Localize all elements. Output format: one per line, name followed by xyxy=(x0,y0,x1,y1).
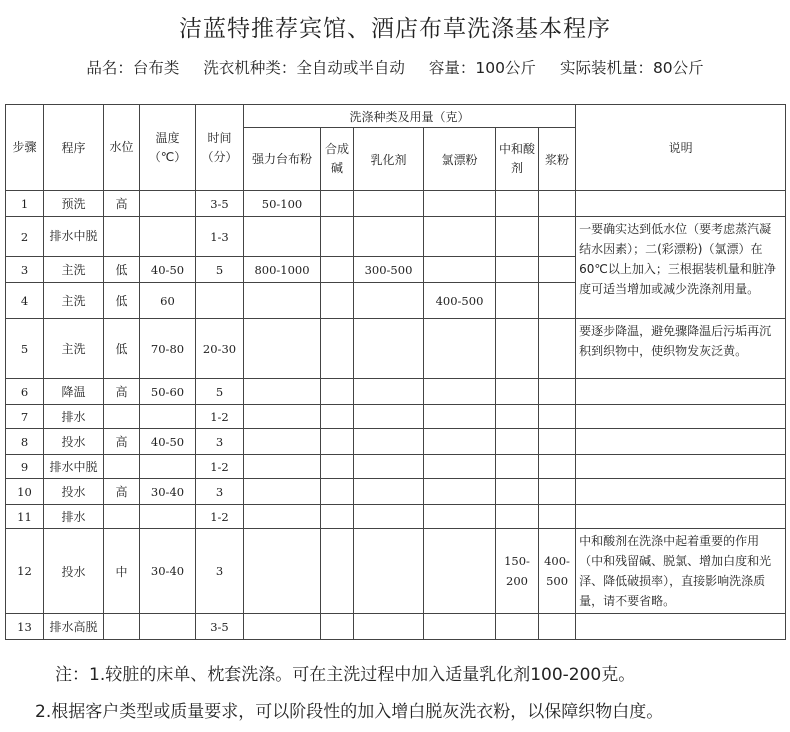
cell-time: 3 xyxy=(196,429,244,455)
cell-note-empty xyxy=(576,191,786,217)
cell-temp: 70-80 xyxy=(140,319,196,379)
table-row xyxy=(6,614,786,640)
cell-starch xyxy=(539,283,576,319)
cell-bleach xyxy=(424,429,496,455)
cell-temp: 40-50 xyxy=(140,429,196,455)
cell-emulsifier xyxy=(354,405,424,429)
cell-temp: 30-40 xyxy=(140,529,196,614)
cell-neutral xyxy=(496,191,539,217)
cell-powder xyxy=(244,429,321,455)
cell-emulsifier: 300-500 xyxy=(354,257,424,283)
cell-alkali xyxy=(321,505,354,529)
cell-temp xyxy=(140,191,196,217)
table-row xyxy=(6,191,786,217)
cell-water: 高 xyxy=(104,479,140,505)
cell-note-empty xyxy=(576,379,786,405)
footnote-1: 注：1.较脏的床单、枕套洗涤。可在主洗过程中加入适量乳化剂100-200克。 xyxy=(55,665,636,685)
cell-time: 3-5 xyxy=(196,614,244,640)
header-note: 说明 xyxy=(576,105,786,191)
cell-starch xyxy=(539,379,576,405)
cell-program: 主洗 xyxy=(44,283,104,319)
cell-bleach xyxy=(424,257,496,283)
table-row xyxy=(6,405,786,429)
cell-program: 排水中脱 xyxy=(44,217,104,257)
cell-powder: 50-100 xyxy=(244,191,321,217)
cell-temp xyxy=(140,217,196,257)
cell-step: 6 xyxy=(6,379,44,405)
cell-alkali xyxy=(321,614,354,640)
cell-bleach xyxy=(424,455,496,479)
table-row xyxy=(6,529,786,614)
cell-time: 3 xyxy=(196,479,244,505)
header-neutral-acid: 中和酸剂 xyxy=(496,128,539,191)
cell-alkali xyxy=(321,283,354,319)
cell-powder xyxy=(244,217,321,257)
cell-neutral xyxy=(496,283,539,319)
header-powder: 强力台布粉 xyxy=(244,128,321,191)
cell-step: 3 xyxy=(6,257,44,283)
cell-temp: 60 xyxy=(140,283,196,319)
cell-program: 投水 xyxy=(44,529,104,614)
cell-starch xyxy=(539,217,576,257)
cell-time: 1-2 xyxy=(196,455,244,479)
cell-starch xyxy=(539,429,576,455)
cell-program: 投水 xyxy=(44,479,104,505)
cell-neutral xyxy=(496,505,539,529)
cell-neutral xyxy=(496,455,539,479)
cell-program: 排水 xyxy=(44,505,104,529)
header-emulsifier: 乳化剂 xyxy=(354,128,424,191)
cell-alkali xyxy=(321,191,354,217)
header-program: 程序 xyxy=(44,105,104,191)
header-detergent-group: 洗涤种类及用量（克） xyxy=(244,105,576,128)
cell-time: 5 xyxy=(196,379,244,405)
page-title: 洁蓝特推荐宾馆、酒店布草洗涤基本程序 xyxy=(179,16,611,42)
cell-emulsifier xyxy=(354,379,424,405)
cell-emulsifier xyxy=(354,529,424,614)
cell-alkali xyxy=(321,455,354,479)
cell-step: 9 xyxy=(6,455,44,479)
cell-neutral xyxy=(496,614,539,640)
cell-program: 预洗 xyxy=(44,191,104,217)
cell-time: 1-2 xyxy=(196,505,244,529)
cell-program: 主洗 xyxy=(44,319,104,379)
cell-note-empty xyxy=(576,429,786,455)
cell-bleach xyxy=(424,405,496,429)
cell-water: 中 xyxy=(104,529,140,614)
item-name: 品名：台布类 xyxy=(86,59,180,77)
cell-emulsifier xyxy=(354,505,424,529)
header-time: 时间（分） xyxy=(196,105,244,191)
header-alkali: 合成碱 xyxy=(321,128,354,191)
cell-time: 5 xyxy=(196,257,244,283)
cell-starch: 400-500 xyxy=(539,529,576,614)
cell-temp xyxy=(140,405,196,429)
cell-water: 高 xyxy=(104,191,140,217)
cell-powder xyxy=(244,405,321,429)
cell-water xyxy=(104,405,140,429)
cell-powder xyxy=(244,283,321,319)
cell-powder xyxy=(244,505,321,529)
cell-program: 降温 xyxy=(44,379,104,405)
cell-emulsifier xyxy=(354,614,424,640)
cell-step: 10 xyxy=(6,479,44,505)
cell-emulsifier xyxy=(354,283,424,319)
cell-step: 12 xyxy=(6,529,44,614)
cell-time xyxy=(196,283,244,319)
cell-temp: 40-50 xyxy=(140,257,196,283)
cell-starch xyxy=(539,405,576,429)
cell-powder xyxy=(244,455,321,479)
cell-temp xyxy=(140,455,196,479)
cell-starch xyxy=(539,257,576,283)
cell-powder xyxy=(244,319,321,379)
cell-note-empty xyxy=(576,505,786,529)
cell-temp xyxy=(140,505,196,529)
header-bleach: 氯漂粉 xyxy=(424,128,496,191)
cell-alkali xyxy=(321,405,354,429)
table-row xyxy=(6,505,786,529)
cell-water xyxy=(104,614,140,640)
cell-emulsifier xyxy=(354,429,424,455)
cell-note-empty xyxy=(576,479,786,505)
cell-bleach xyxy=(424,479,496,505)
table-row xyxy=(6,429,786,455)
cell-water xyxy=(104,505,140,529)
cell-program: 排水中脱 xyxy=(44,455,104,479)
cell-program: 投水 xyxy=(44,429,104,455)
cell-step: 2 xyxy=(6,217,44,257)
table-row xyxy=(6,455,786,479)
cell-emulsifier xyxy=(354,191,424,217)
cell-starch xyxy=(539,505,576,529)
cell-water xyxy=(104,455,140,479)
cell-water: 低 xyxy=(104,319,140,379)
cell-bleach xyxy=(424,505,496,529)
cell-emulsifier xyxy=(354,455,424,479)
cell-time: 1-3 xyxy=(196,217,244,257)
cell-note-empty xyxy=(576,455,786,479)
cell-step: 11 xyxy=(6,505,44,529)
cell-step: 4 xyxy=(6,283,44,319)
cell-starch xyxy=(539,191,576,217)
cell-emulsifier xyxy=(354,217,424,257)
cell-water: 低 xyxy=(104,257,140,283)
cell-step: 13 xyxy=(6,614,44,640)
note-neutral-acid: 中和酸剂在洗涤中起着重要的作用（中和残留碱、脱氯、增加白度和光泽、降低破损率），直接影响洗涤质量，请不要省略。 xyxy=(576,529,786,614)
cell-bleach xyxy=(424,191,496,217)
table-row xyxy=(6,479,786,505)
cell-alkali xyxy=(321,429,354,455)
cell-neutral xyxy=(496,379,539,405)
cell-alkali xyxy=(321,479,354,505)
cell-bleach xyxy=(424,217,496,257)
cell-alkali xyxy=(321,379,354,405)
cell-bleach: 400-500 xyxy=(424,283,496,319)
cell-time: 20-30 xyxy=(196,319,244,379)
table-row xyxy=(6,379,786,405)
cell-water: 低 xyxy=(104,283,140,319)
cell-program: 主洗 xyxy=(44,257,104,283)
cell-water: 高 xyxy=(104,429,140,455)
capacity: 容量：100公斤 xyxy=(428,59,536,77)
table-row xyxy=(6,217,786,257)
cell-step: 7 xyxy=(6,405,44,429)
header-step: 步骤 xyxy=(6,105,44,191)
cell-bleach xyxy=(424,529,496,614)
cell-alkali xyxy=(321,257,354,283)
cell-starch xyxy=(539,319,576,379)
cell-powder xyxy=(244,529,321,614)
cell-time: 3 xyxy=(196,529,244,614)
cell-neutral xyxy=(496,429,539,455)
cell-temp: 50-60 xyxy=(140,379,196,405)
cell-note-empty xyxy=(576,614,786,640)
cell-neutral: 150-200 xyxy=(496,529,539,614)
cell-neutral xyxy=(496,319,539,379)
cell-alkali xyxy=(321,319,354,379)
cell-powder: 800-1000 xyxy=(244,257,321,283)
cell-temp: 30-40 xyxy=(140,479,196,505)
cell-powder xyxy=(244,379,321,405)
cell-note-empty xyxy=(576,405,786,429)
cell-step: 5 xyxy=(6,319,44,379)
cell-water: 高 xyxy=(104,379,140,405)
cell-alkali xyxy=(321,217,354,257)
cell-time: 1-2 xyxy=(196,405,244,429)
cell-neutral xyxy=(496,257,539,283)
cell-starch xyxy=(539,479,576,505)
note-cooling: 要逐步降温，避免骤降温后污垢再沉积到织物中，使织物发灰泛黄。 xyxy=(576,319,786,379)
cell-temp xyxy=(140,614,196,640)
cell-bleach xyxy=(424,614,496,640)
machine-type: 洗衣机种类：全自动或半自动 xyxy=(203,59,405,77)
cell-starch xyxy=(539,614,576,640)
cell-program: 排水 xyxy=(44,405,104,429)
cell-neutral xyxy=(496,479,539,505)
actual-load: 实际装机量：80公斤 xyxy=(559,59,704,77)
header-water-level: 水位 xyxy=(104,105,140,191)
cell-alkali xyxy=(321,529,354,614)
cell-emulsifier xyxy=(354,319,424,379)
note-main-wash: 一要确实达到低水位（要考虑蒸汽凝结水因素）；二(彩漂粉)（氯漂）在60℃以上加入；三根据装机量和脏净度可适当增加或减少洗涤剂用量。 xyxy=(576,217,786,319)
cell-powder xyxy=(244,479,321,505)
cell-neutral xyxy=(496,405,539,429)
header-starch: 浆粉 xyxy=(539,128,576,191)
cell-bleach xyxy=(424,319,496,379)
cell-powder xyxy=(244,614,321,640)
cell-bleach xyxy=(424,379,496,405)
cell-emulsifier xyxy=(354,479,424,505)
cell-step: 1 xyxy=(6,191,44,217)
washing-procedure-table xyxy=(5,104,786,640)
cell-water xyxy=(104,217,140,257)
product-meta xyxy=(0,56,790,78)
cell-step: 8 xyxy=(6,429,44,455)
cell-neutral xyxy=(496,217,539,257)
header-temperature: 温度（℃） xyxy=(140,105,196,191)
footnote-2: 2.根据客户类型或质量要求，可以阶段性的加入增白脱灰洗衣粉，以保障织物白度。 xyxy=(35,702,664,722)
table-row xyxy=(6,319,786,379)
cell-starch xyxy=(539,455,576,479)
cell-program: 排水高脱 xyxy=(44,614,104,640)
cell-time: 3-5 xyxy=(196,191,244,217)
